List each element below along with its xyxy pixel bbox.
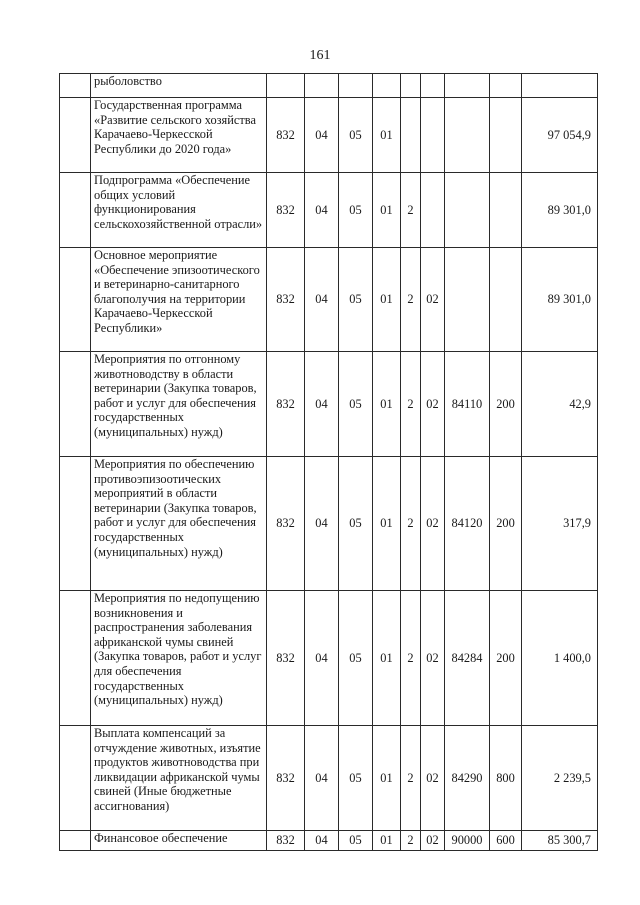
expense-type-cell (490, 173, 522, 248)
pr-code-cell: 05 (339, 831, 373, 851)
pr-code-cell: 05 (339, 726, 373, 831)
target-article-cell (445, 248, 490, 352)
table-row (60, 831, 598, 851)
pr-code-cell: 05 (339, 173, 373, 248)
expense-type-cell: 200 (490, 352, 522, 457)
subprogram-code-cell: 2 (401, 248, 421, 352)
description-cell: Государственная программа «Развитие сельского хозяйства Карачаево-Черкесской Республики до 2020 года» (91, 98, 267, 173)
amount-cell (522, 74, 598, 98)
activity-code-cell: 02 (421, 831, 445, 851)
row-number-cell (60, 726, 91, 831)
activity-code-cell: 02 (421, 591, 445, 726)
table-row (60, 248, 598, 352)
subprogram-code-cell: 2 (401, 591, 421, 726)
table-row (60, 726, 598, 831)
activity-code-cell: 02 (421, 457, 445, 591)
rz-code-cell: 04 (305, 248, 339, 352)
table-row (60, 352, 598, 457)
target-article-cell (445, 173, 490, 248)
expense-type-cell (490, 98, 522, 173)
rz-code-cell: 04 (305, 591, 339, 726)
description-cell: Подпрограмма «Обеспечение общих условий функционирования сельскохозяйственной отрасли» (91, 173, 267, 248)
gr-code-cell: 832 (267, 248, 305, 352)
page-number: 161 (309, 48, 331, 63)
description-cell: Основное мероприятие «Обеспечение эпизоотического и ветеринарно-санитарного благополучия на территории Карачаево-Черкесской Республики» (91, 248, 267, 352)
rz-code-cell: 04 (305, 726, 339, 831)
target-article-cell: 84290 (445, 726, 490, 831)
target-article-cell: 90000 (445, 831, 490, 851)
table-row (60, 98, 598, 173)
program-code-cell: 01 (373, 248, 401, 352)
rz-code-cell (305, 74, 339, 98)
pr-code-cell: 05 (339, 248, 373, 352)
activity-code-cell (421, 173, 445, 248)
target-article-cell: 84120 (445, 457, 490, 591)
row-number-cell (60, 352, 91, 457)
description-cell: Финансовое обеспечение (91, 831, 267, 851)
pr-code-cell: 05 (339, 352, 373, 457)
table-row (60, 173, 598, 248)
gr-code-cell: 832 (267, 457, 305, 591)
subprogram-code-cell: 2 (401, 352, 421, 457)
expense-type-cell: 600 (490, 831, 522, 851)
row-number-cell (60, 591, 91, 726)
row-number-cell (60, 74, 91, 98)
activity-code-cell (421, 74, 445, 98)
pr-code-cell: 05 (339, 591, 373, 726)
budget-table (59, 73, 598, 851)
row-number-cell (60, 831, 91, 851)
table-row (60, 74, 598, 98)
gr-code-cell: 832 (267, 98, 305, 173)
gr-code-cell: 832 (267, 831, 305, 851)
program-code-cell: 01 (373, 457, 401, 591)
gr-code-cell: 832 (267, 173, 305, 248)
gr-code-cell: 832 (267, 591, 305, 726)
amount-cell: 317,9 (522, 457, 598, 591)
target-article-cell (445, 98, 490, 173)
subprogram-code-cell: 2 (401, 726, 421, 831)
pr-code-cell: 05 (339, 457, 373, 591)
row-number-cell (60, 98, 91, 173)
activity-code-cell: 02 (421, 248, 445, 352)
activity-code-cell: 02 (421, 352, 445, 457)
subprogram-code-cell (401, 74, 421, 98)
description-cell: Мероприятия по обеспечению противоэпизоотических мероприятий в области ветеринарии (Закупка товаров, работ и услуг для обеспечения государственных (муниципальных) нужд) (91, 457, 267, 591)
amount-cell: 1 400,0 (522, 591, 598, 726)
expense-type-cell (490, 74, 522, 98)
activity-code-cell: 02 (421, 726, 445, 831)
row-number-cell (60, 248, 91, 352)
expense-type-cell: 200 (490, 457, 522, 591)
target-article-cell: 84110 (445, 352, 490, 457)
program-code-cell: 01 (373, 726, 401, 831)
amount-cell: 42,9 (522, 352, 598, 457)
amount-cell: 97 054,9 (522, 98, 598, 173)
pr-code-cell: 05 (339, 98, 373, 173)
program-code-cell (373, 74, 401, 98)
description-cell: рыболовство (91, 74, 267, 98)
table-row (60, 591, 598, 726)
program-code-cell: 01 (373, 352, 401, 457)
amount-cell: 2 239,5 (522, 726, 598, 831)
amount-cell: 85 300,7 (522, 831, 598, 851)
target-article-cell (445, 74, 490, 98)
program-code-cell: 01 (373, 98, 401, 173)
description-cell: Выплата компенсаций за отчуждение животных, изъятие продуктов животноводства при ликвидации африканской чумы свиней (Иные бюджетные ассигнования) (91, 726, 267, 831)
subprogram-code-cell: 2 (401, 831, 421, 851)
description-cell: Мероприятия по недопущению возникновения и распространения заболевания африканской чумы свиней (Закупка товаров, работ и услуг для обеспечения государственных (муниципальных) нужд) (91, 591, 267, 726)
gr-code-cell (267, 74, 305, 98)
row-number-cell (60, 173, 91, 248)
subprogram-code-cell (401, 98, 421, 173)
expense-type-cell: 200 (490, 591, 522, 726)
rz-code-cell: 04 (305, 173, 339, 248)
rz-code-cell: 04 (305, 457, 339, 591)
amount-cell: 89 301,0 (522, 248, 598, 352)
rz-code-cell: 04 (305, 831, 339, 851)
gr-code-cell: 832 (267, 726, 305, 831)
expense-type-cell: 800 (490, 726, 522, 831)
amount-cell: 89 301,0 (522, 173, 598, 248)
description-cell: Мероприятия по отгонному животноводству в области ветеринарии (Закупка товаров, работ и услуг для обеспечения государственных (муниципальных) нужд) (91, 352, 267, 457)
pr-code-cell (339, 74, 373, 98)
expense-type-cell (490, 248, 522, 352)
program-code-cell: 01 (373, 173, 401, 248)
target-article-cell: 84284 (445, 591, 490, 726)
activity-code-cell (421, 98, 445, 173)
subprogram-code-cell: 2 (401, 173, 421, 248)
table-row (60, 457, 598, 591)
subprogram-code-cell: 2 (401, 457, 421, 591)
gr-code-cell: 832 (267, 352, 305, 457)
rz-code-cell: 04 (305, 352, 339, 457)
rz-code-cell: 04 (305, 98, 339, 173)
row-number-cell (60, 457, 91, 591)
program-code-cell: 01 (373, 591, 401, 726)
program-code-cell: 01 (373, 831, 401, 851)
